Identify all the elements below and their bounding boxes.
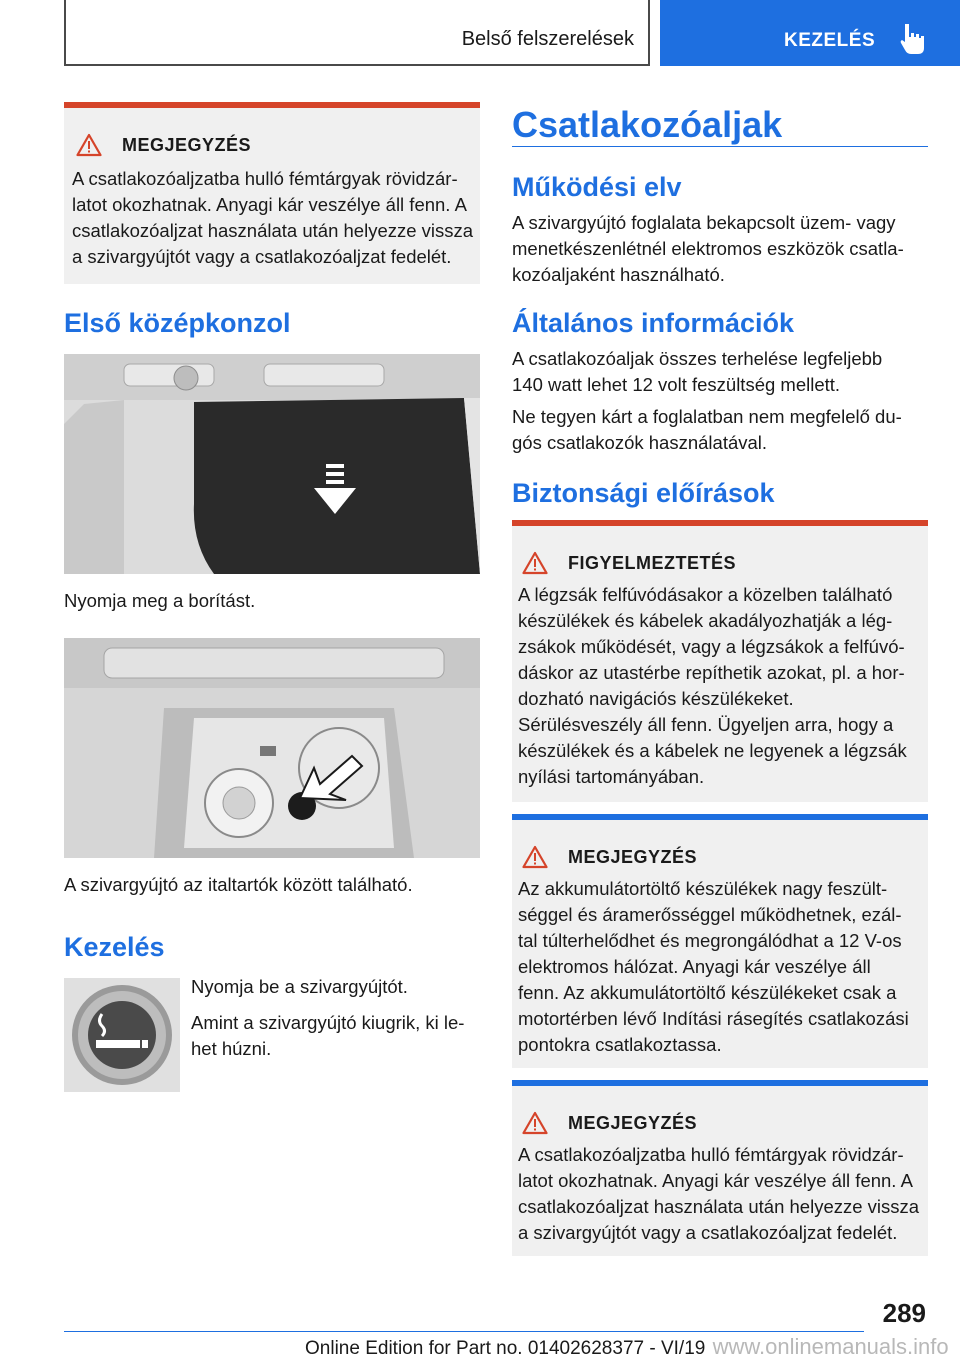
warning-line: dáskor az utastérbe repíthetik azokat, pl. a hor- xyxy=(518,662,905,683)
general-text-load xyxy=(512,346,882,398)
page-number: 289 xyxy=(882,1298,926,1328)
notice-line: Az akkumulátortöltő készülékek nagy feszült- xyxy=(518,878,888,899)
section-title-rule xyxy=(512,146,928,147)
notice-line: a szivargyújtót vagy a csatlakozóaljzat fedelét. xyxy=(518,1222,898,1243)
figure-console-cover xyxy=(64,354,480,574)
header-chapter-title: KEZELÉS xyxy=(784,30,876,51)
warning-line: A légzsák felfúvódásakor a közelben található xyxy=(518,584,893,605)
general-line: A csatlakozóaljak összes terhelése legfeljebb xyxy=(512,348,883,369)
footer-watermark: www.onlinemanuals.info xyxy=(712,1334,949,1359)
notice-line: tal túlterhelődhet és megrongálódhat a 12 V-os xyxy=(518,930,902,951)
footer-rule xyxy=(64,1331,864,1332)
caption-lighter-location: A szivargyújtó az italtartók között található. xyxy=(64,874,413,895)
header-section-title: Belső felszerelések xyxy=(461,28,634,50)
notice-text xyxy=(518,876,909,1058)
heading-operation: Kezelés xyxy=(64,932,165,962)
warning-line: dozható navigációs készülékeket. xyxy=(518,688,794,709)
principle-text xyxy=(512,210,904,288)
operation-line: het húzni. xyxy=(191,1038,272,1059)
notice-line: csatlakozóaljzat használata után helyezze vissza xyxy=(518,1196,920,1217)
notice-line: A csatlakozóaljzatba hulló fémtárgyak rövidzár- xyxy=(518,1144,904,1165)
warning-triangle-icon xyxy=(522,845,548,869)
notice-line: A csatlakozóaljzatba hulló fémtárgyak rövidzár- xyxy=(72,168,458,189)
warning-line: nyílási tartományában. xyxy=(518,766,705,787)
heading-general-info: Általános információk xyxy=(512,308,795,338)
heading-safety: Biztonsági előírások xyxy=(512,478,775,508)
footer-edition xyxy=(305,1334,949,1360)
footer-edition-text: Online Edition for Part no. 01402628377 - VI/19 xyxy=(305,1338,706,1359)
notice-box-charger xyxy=(512,814,928,1068)
caption-press-cover: Nyomja meg a borítást. xyxy=(64,590,256,611)
warning-triangle-icon xyxy=(522,551,548,575)
heading-principle: Működési elv xyxy=(512,172,682,202)
warning-line: készülékek és a kábelek ne legyenek a légzsák xyxy=(518,740,907,761)
figure-lighter-button xyxy=(64,978,180,1092)
figure-lighter-location xyxy=(64,638,480,858)
general-line: gós csatlakozók használatával. xyxy=(512,432,768,453)
notice-line: motortérben lévő Indítási rásegítés csatlakozási xyxy=(518,1008,909,1029)
notice-line: latot okozhatnak. Anyagi kár veszélye áll fenn. A xyxy=(72,194,467,215)
warning-line: készülékek és kábelek akadályozhatják a lég- xyxy=(518,610,893,631)
principle-line: kozóaljaként használható. xyxy=(512,264,725,285)
notice-line: elektromos hálózat. Anyagi kár veszélye áll xyxy=(518,956,871,977)
notice-line: pontokra csatlakoztassa. xyxy=(518,1034,722,1055)
warning-triangle-icon xyxy=(76,133,102,157)
notice-line: séggel és áramerősséggel működhetnek, ezál- xyxy=(518,904,902,925)
pointing-hand-icon xyxy=(898,22,928,56)
notice-box-short-circuit-2 xyxy=(512,1080,928,1256)
heading-front-console: Első középkonzol xyxy=(64,308,291,338)
notice-header xyxy=(522,1110,697,1136)
notice-line: latot okozhatnak. Anyagi kár veszélye áll fenn. A xyxy=(518,1170,913,1191)
notice-title: MEGJEGYZÉS xyxy=(122,134,252,155)
principle-line: menetkészenlétnél elektromos eszközök csatla- xyxy=(512,238,904,259)
notice-text xyxy=(72,166,473,270)
warning-box-airbag xyxy=(512,520,928,802)
operation-step-press: Nyomja be a szivargyújtót. xyxy=(191,976,408,997)
notice-box-short-circuit xyxy=(64,102,480,284)
general-text-damage xyxy=(512,404,902,456)
header-chapter-tab xyxy=(660,0,960,66)
warning-header xyxy=(522,550,736,576)
notice-title: MEGJEGYZÉS xyxy=(568,846,698,867)
operation-step-pull xyxy=(191,1010,464,1062)
notice-line: fenn. Az akkumulátortöltő készülékeket csak a xyxy=(518,982,897,1003)
warning-line: zsákok működését, vagy a légzsákok a felfúvó- xyxy=(518,636,905,657)
warning-line: Sérülésveszély áll fenn. Ügyeljen arra, hogy a xyxy=(518,714,894,735)
notice-line: a szivargyújtót vagy a csatlakozóaljzat fedelét. xyxy=(72,246,452,267)
principle-line: A szivargyújtó foglalata bekapcsolt üzem- vagy xyxy=(512,212,896,233)
header-section-box xyxy=(64,0,650,66)
operation-line: Amint a szivargyújtó kiugrik, ki le- xyxy=(191,1012,465,1033)
notice-line: csatlakozóaljzat használata után helyezze vissza xyxy=(72,220,474,241)
warning-text xyxy=(518,582,907,790)
notice-header xyxy=(76,132,251,158)
general-line: Ne tegyen kárt a foglalatban nem megfelelő du- xyxy=(512,406,902,427)
warning-title: FIGYELMEZTETÉS xyxy=(568,552,737,573)
notice-header xyxy=(522,844,697,870)
notice-title: MEGJEGYZÉS xyxy=(568,1112,698,1133)
warning-triangle-icon xyxy=(522,1111,548,1135)
section-title: Csatlakozóaljak xyxy=(512,104,783,145)
notice-text xyxy=(518,1142,919,1246)
general-line: 140 watt lehet 12 volt feszültség mellett. xyxy=(512,374,841,395)
cigarette-lighter-icon xyxy=(64,978,180,1092)
